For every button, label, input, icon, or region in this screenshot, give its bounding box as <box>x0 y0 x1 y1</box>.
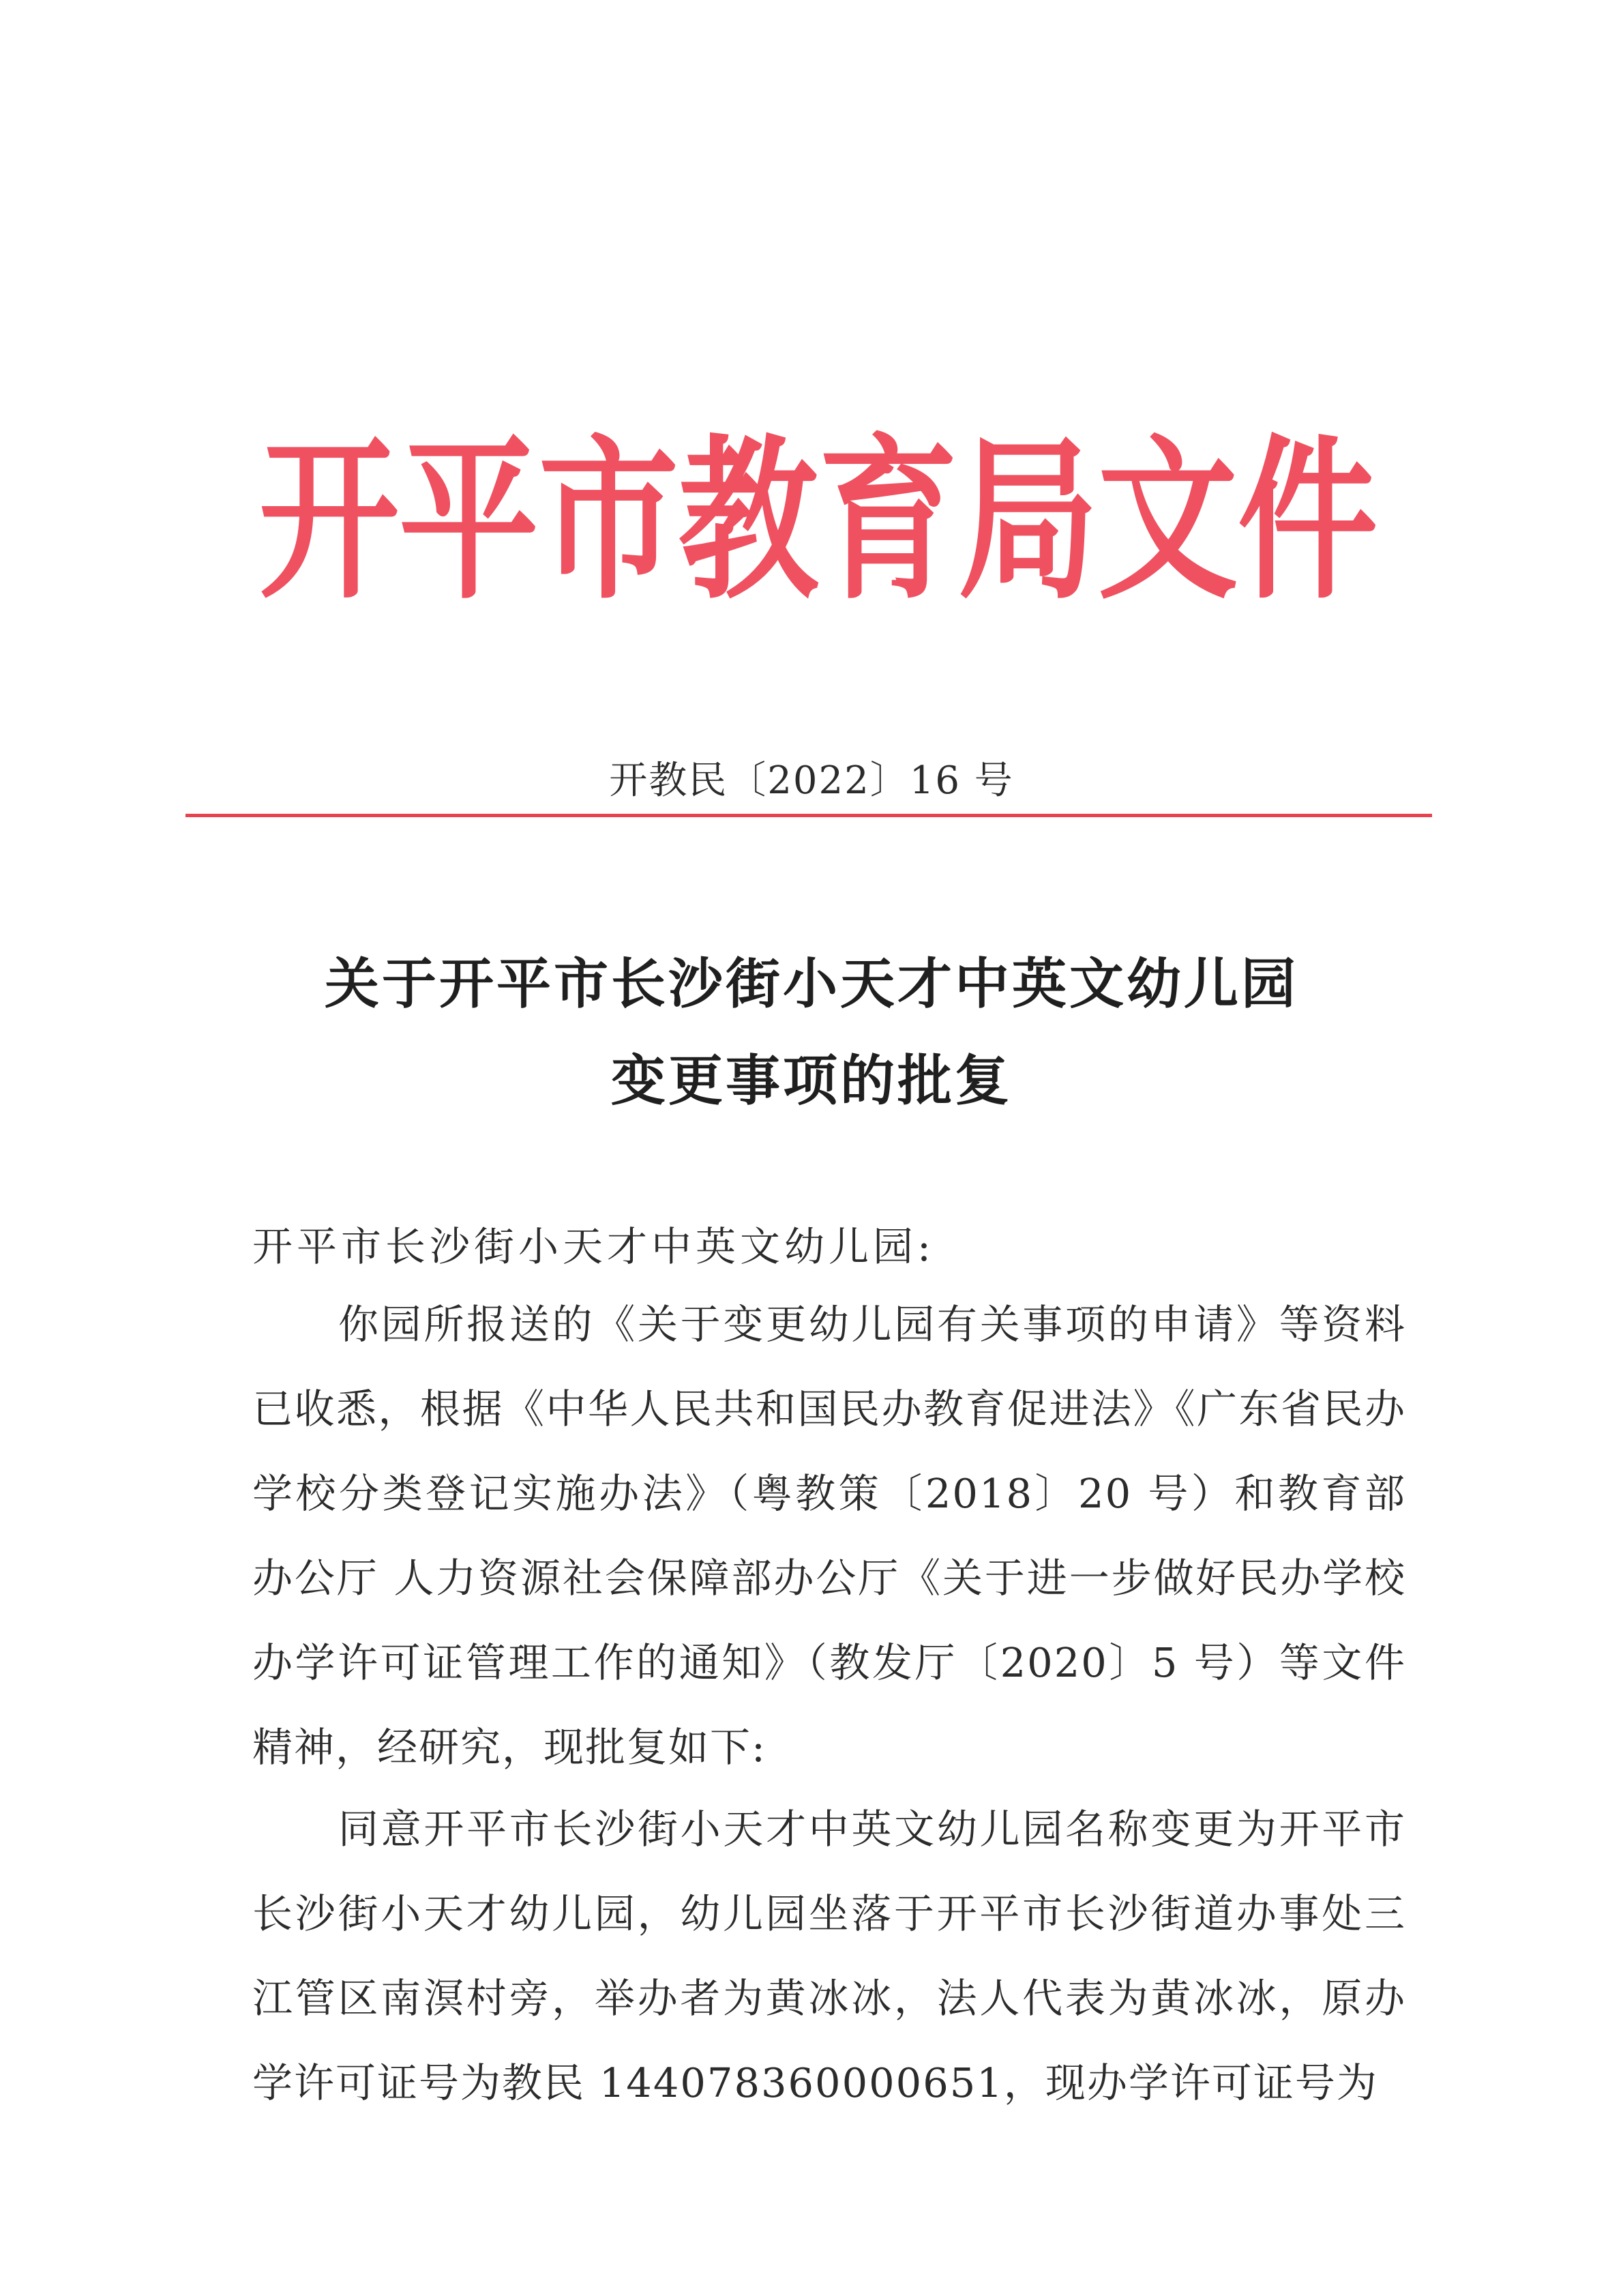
masthead-title <box>259 416 1378 628</box>
masthead-char: 文 <box>1098 420 1238 623</box>
masthead-char: 开 <box>259 420 399 623</box>
masthead-char: 平 <box>399 420 539 623</box>
document-title-line-1: 关于开平市长沙街小天才中英文幼儿园 <box>325 952 1298 1016</box>
masthead-char: 局 <box>958 420 1098 623</box>
masthead-char: 市 <box>539 420 679 623</box>
document-number: 开教民〔2022〕16 号 <box>609 759 1014 803</box>
document-title-line-2: 变更事项的批复 <box>611 1049 1012 1113</box>
body-paragraph-1: 你园所报送的《关于变更幼儿园有关事项的申请》等资料已收悉，根据《中华人民共和国民办教育促进法》《广东省民办学校分类登记实施办法》（粤教策〔2018〕20 号）和教育部办公厅 人力资源社会保障部办公厅《关于进一步做好民办学校办学许可证管理工作的通知》（教发厅〔2020〕5 号）等文件精神，经研究，现批复如下: <box>252 1301 1406 1771</box>
masthead-char: 教 <box>679 420 818 623</box>
red-divider-line <box>185 814 1432 817</box>
masthead-char: 件 <box>1238 420 1378 623</box>
masthead-char: 育 <box>818 420 958 623</box>
addressee: 开平市长沙街小天才中英文幼儿园: <box>252 1223 935 1270</box>
body-paragraph-2: 同意开平市长沙街小天才中英文幼儿园名称变更为开平市长沙街小天才幼儿园，幼儿园坐落于开平市长沙街道办事处三江管区南溟村旁，举办者为黄冰冰，法人代表为黄冰冰，原办学许可证号为教民 144078360000651，现办学许可证号为 <box>252 1806 1406 2106</box>
